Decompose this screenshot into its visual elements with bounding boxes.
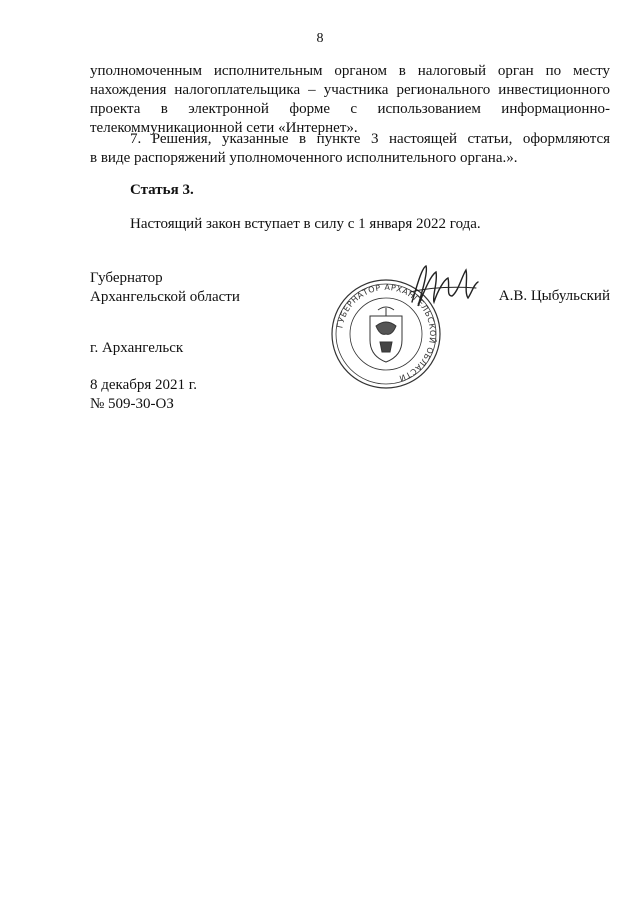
position-line: Архангельской области — [90, 289, 240, 305]
position-line: Губернатор — [90, 270, 163, 286]
city: г. Архангельск — [90, 340, 184, 356]
page-number: 8 — [316, 31, 324, 46]
article-title: Статья 3. — [130, 182, 194, 198]
document-number: № 509-30-ОЗ — [90, 396, 174, 412]
paragraph-line: нахождения налогоплательщика – участника регионального инвестиционного — [90, 82, 610, 98]
paragraph-continuation — [90, 62, 610, 138]
paragraph-item-7 — [90, 130, 610, 168]
handwritten-signature — [408, 262, 480, 310]
paragraph-line: в виде распоряжений уполномоченного исполнительного органа.». — [90, 150, 518, 166]
date-and-number — [90, 376, 197, 414]
seal-text: ГУБЕРНАТОР АРХАНГЕЛЬСКОЙ ОБЛАСТИ — [335, 282, 438, 383]
coat-of-arms-icon — [370, 307, 402, 362]
paragraph-line: телекоммуникационной сети «Интернет». — [90, 120, 358, 136]
paragraph-line: 7. Решения, указанные в пункте 3 настоящей статьи, оформляются — [130, 131, 610, 147]
document-date: 8 декабря 2021 г. — [90, 377, 197, 393]
signatory-name: А.В. Цыбульский — [498, 288, 610, 304]
paragraph-line: уполномоченным исполнительным органом в налоговый орган по месту — [90, 63, 610, 79]
paragraph-line: проекта в электронной форме с использованием информационно- — [90, 101, 610, 117]
article-text: Настоящий закон вступает в силу с 1 января 2022 года. — [130, 216, 481, 232]
signatory-position — [90, 269, 240, 307]
